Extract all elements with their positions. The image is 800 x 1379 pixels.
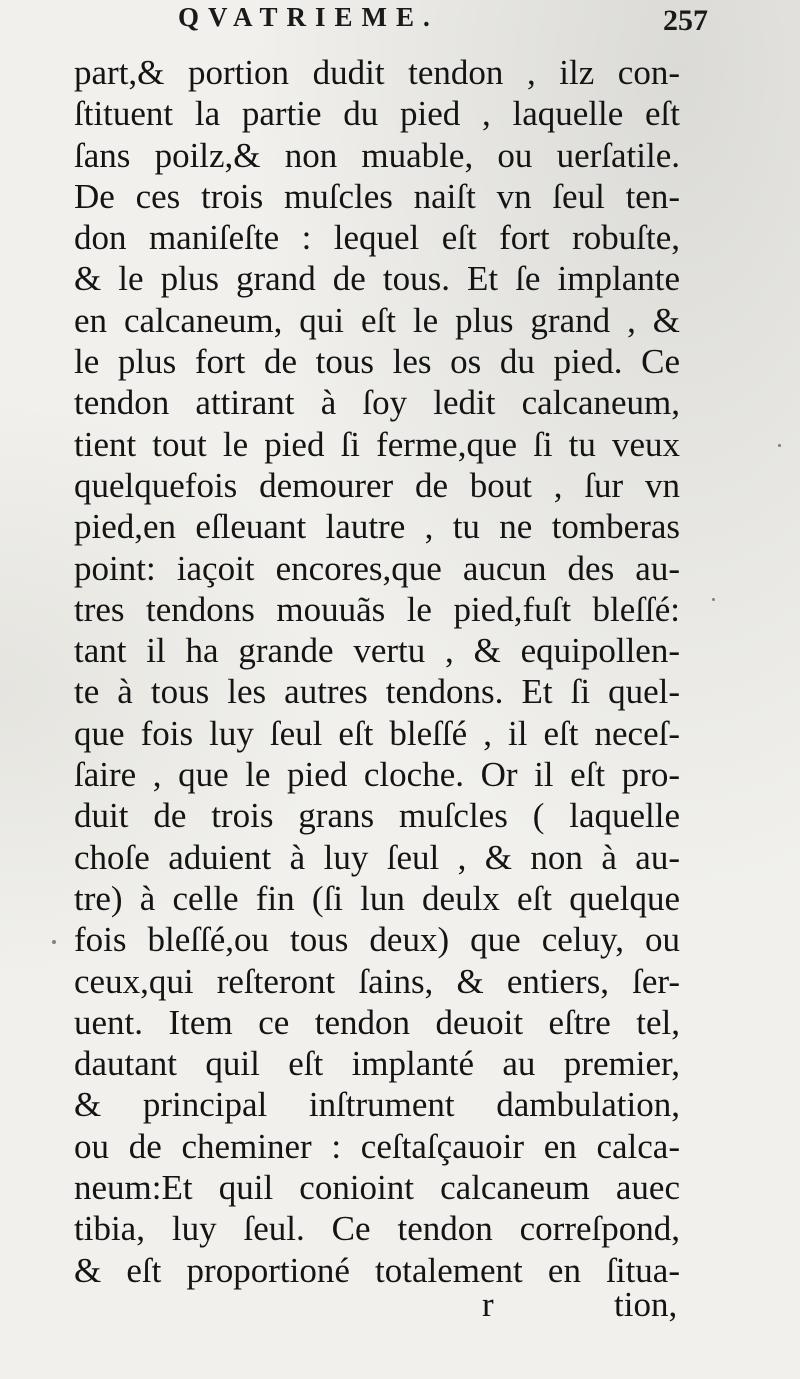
page-number: 257 (663, 4, 708, 37)
text-line: ceux,qui reſteront ſains, & entiers, ſer- (74, 961, 680, 1001)
text-line: le plus fort de tous les os du pied. Ce (74, 342, 680, 382)
ink-speck (52, 940, 56, 944)
ink-speck (712, 598, 715, 601)
text-line: don maniſeſte : lequel eſt fort robuſte, (74, 218, 680, 258)
text-line: neum:Et quil conioint calcaneum auec (74, 1168, 680, 1208)
body-text (74, 52, 680, 1291)
text-line: tient tout le pied ſi ferme,que ſi tu veux (74, 424, 680, 464)
text-line: tres tendons mouuãs le pied,fuſt bleſſé: (74, 589, 680, 629)
text-line: ſans poilz,& non muable, ou uerſatile. (74, 135, 680, 175)
text-line: De ces trois muſcles naiſt vn ſeul ten- (74, 176, 680, 216)
text-line: ou de cheminer : ceſtaſçauoir en calca- (74, 1126, 680, 1166)
text-line: tant il ha grande vertu , & equipollen- (74, 631, 680, 671)
text-line: choſe aduient à luy ſeul , & non à au- (74, 837, 680, 877)
text-line: quelquefois demourer de bout , ſur vn (74, 465, 680, 505)
text-line: & le plus grand de tous. Et ſe implante (74, 259, 680, 299)
ink-speck (778, 444, 781, 447)
text-line: & principal inſtrument dambulation, (74, 1085, 680, 1125)
text-line: ſaire , que le pied cloche. Or il eſt pro- (74, 755, 680, 795)
text-line: point: iaçoit encores,que aucun des au- (74, 548, 680, 588)
running-head: QVATRIEME. (178, 2, 439, 32)
text-line: fois bleſſé,ou tous deux) que celuy, ou (74, 920, 680, 960)
text-line: tendon attirant à ſoy ledit calcaneum, (74, 383, 680, 423)
text-line: que fois luy ſeul eſt bleſſé , il eſt neceſ- (74, 713, 680, 753)
text-line: dautant quil eſt implanté au premier, (74, 1044, 680, 1084)
signature-mark: r (482, 1285, 494, 1324)
catchword: tion, (614, 1285, 678, 1324)
text-line: te à tous les autres tendons. Et ſi quel- (74, 672, 680, 712)
page-header (0, 2, 800, 42)
text-line: & eſt proportioné totalement en ſitua- (74, 1250, 680, 1290)
text-line: ſtituent la partie du pied , laquelle eſt (74, 94, 680, 134)
text-line: en calcaneum, qui eſt le plus grand , & (74, 300, 680, 340)
page-footer (0, 1285, 800, 1335)
text-line: part,& portion dudit tendon , ilz con- (74, 53, 680, 92)
text-line: tre) à celle fin (ſi lun deulx eſt quelque (74, 878, 680, 918)
text-line: tibia, luy ſeul. Ce tendon correſpond, (74, 1209, 680, 1249)
text-line: pied,en eſleuant lautre , tu ne tomberas (74, 507, 680, 547)
text-line: uent. Item ce tendon deuoit eſtre tel, (74, 1002, 680, 1042)
text-line: duit de trois grans muſcles ( laquelle (74, 796, 680, 836)
